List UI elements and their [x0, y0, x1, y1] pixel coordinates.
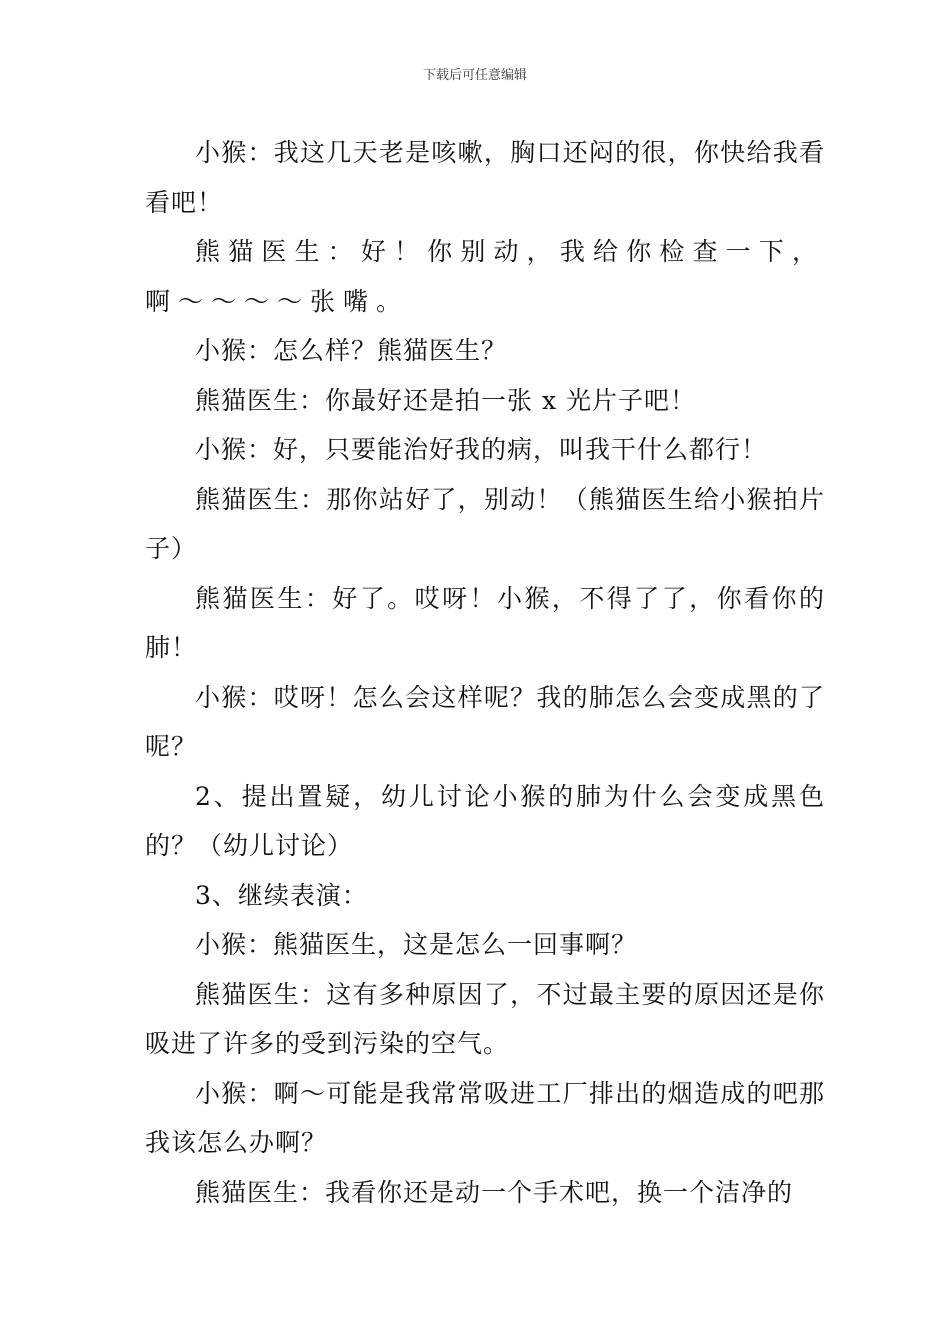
- paragraph: 小猴：啊～可能是我常常吸进工厂排出的烟造成的吧那我该怎么办啊？: [145, 1078, 825, 1157]
- page-header: 下载后可任意编辑: [422, 68, 527, 83]
- paragraph: 小猴：我这几天老是咳嗽，胸口还闷的很，你快给我看看吧！: [145, 138, 825, 217]
- document-body: [145, 128, 825, 1217]
- paragraph: 熊猫医生：那你站好了，别动！（熊猫医生给小猴拍片子）: [145, 484, 825, 563]
- paragraph: 熊猫医生：你最好还是拍一张 x 光片子吧！: [195, 385, 696, 415]
- paragraph: 小猴：怎么样？熊猫医生？: [195, 336, 508, 365]
- paragraph: 2、提出置疑，幼儿讨论小猴的肺为什么会变成黑色的？（幼儿讨论）: [145, 781, 825, 860]
- paragraph: 3、继续表演：: [195, 880, 368, 910]
- paragraph: 熊猫医生：这有多种原因了，不过最主要的原因还是你吸进了许多的受到污染的空气。: [145, 979, 825, 1058]
- paragraph: 熊猫医生：好！你别动，我给你检查一下，啊～～～～张嘴。: [145, 237, 825, 316]
- paragraph: 小猴：熊猫医生，这是怎么一回事啊？: [195, 930, 638, 959]
- paragraph: 小猴：好，只要能治好我的病，叫我干什么都行！: [195, 435, 768, 464]
- paragraph: 熊猫医生：我看你还是动一个手术吧，换一个洁净的: [195, 1177, 794, 1207]
- paragraph: 熊猫医生：好了。哎呀！小猴，不得了了，你看你的肺！: [145, 583, 825, 662]
- paragraph: 小猴：哎呀！怎么会这样呢？我的肺怎么会变成黑的了呢？: [145, 682, 825, 761]
